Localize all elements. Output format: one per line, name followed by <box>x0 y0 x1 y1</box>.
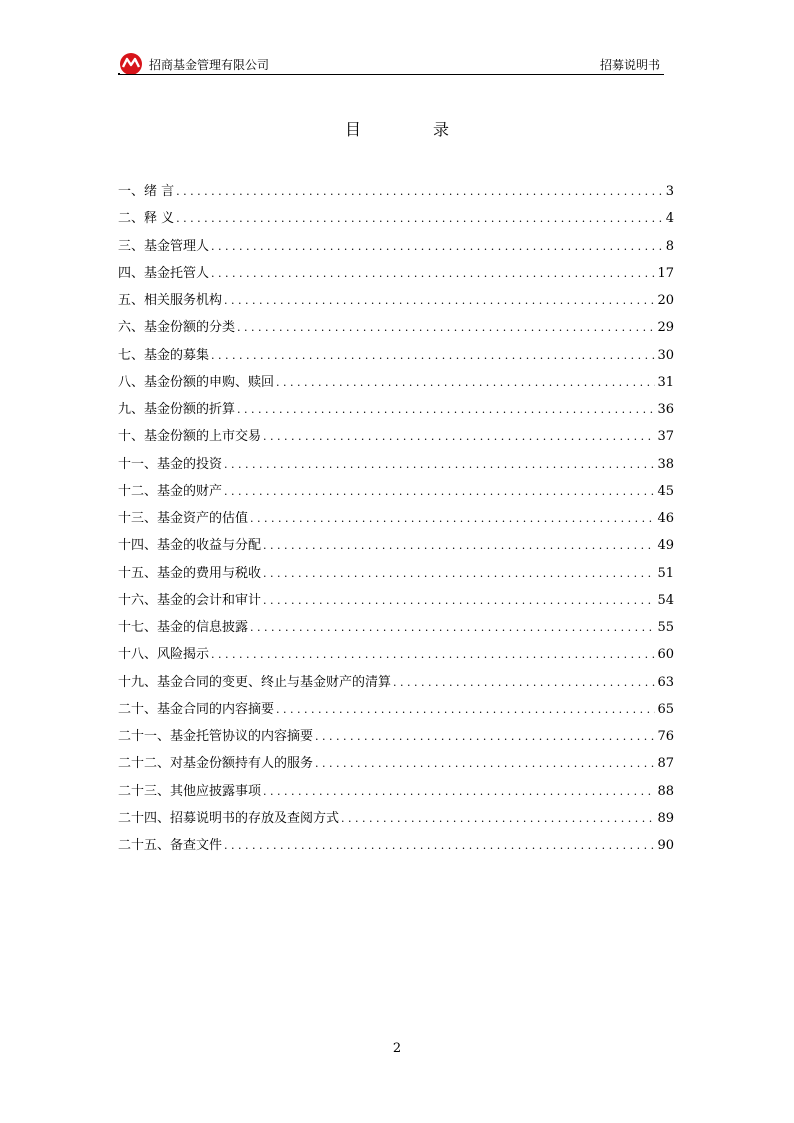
toc-entry-label: 十四、基金的收益与分配 <box>118 538 262 554</box>
toc-entry-page: 20 <box>657 293 674 308</box>
toc-entry[interactable] <box>118 754 674 781</box>
toc-entry-page: 30 <box>657 347 674 363</box>
toc-entry-page: 76 <box>657 729 674 744</box>
toc-entry[interactable] <box>118 427 674 454</box>
toc-entry[interactable] <box>118 591 674 618</box>
toc-entry-page: 88 <box>657 783 674 799</box>
toc-entry-label: 二十一、基金托管协议的内容摘要 <box>118 729 314 744</box>
toc-dot-leader <box>276 700 655 720</box>
toc-dot-leader <box>224 482 655 502</box>
toc-entry[interactable] <box>118 564 674 591</box>
toc-dot-leader <box>237 400 655 420</box>
toc-dot-leader <box>211 264 655 284</box>
toc-entry-page: 60 <box>657 647 674 663</box>
page-title: 目 录 <box>344 120 477 139</box>
toc-dot-leader <box>250 618 655 638</box>
toc-entry-label: 十五、基金的费用与税收 <box>118 565 262 581</box>
toc-dot-leader <box>263 564 655 584</box>
toc-entry-label: 四、基金托管人 <box>118 265 210 281</box>
toc-dot-leader <box>176 209 664 229</box>
toc-entry-label: 二十五、备查文件 <box>118 838 223 853</box>
toc-entry[interactable] <box>118 264 674 291</box>
toc-entry-label: 二十、基金合同的内容摘要 <box>118 701 275 717</box>
toc-dot-leader <box>211 645 655 665</box>
toc-entry-label: 二十二、对基金份额持有人的服务 <box>118 756 314 772</box>
toc-entry-label: 六、基金份额的分类 <box>118 320 236 336</box>
toc-entry[interactable] <box>118 536 674 563</box>
toc-dot-leader <box>263 536 655 556</box>
toc-entry-label: 三、基金管理人 <box>118 238 210 254</box>
toc-entry[interactable] <box>118 237 674 264</box>
toc-entry-label: 十三、基金资产的估值 <box>118 511 249 526</box>
toc-dot-leader <box>315 727 655 747</box>
toc-dot-leader <box>224 836 655 856</box>
toc-dot-leader <box>341 809 655 829</box>
toc-entry-label: 十六、基金的会计和审计 <box>118 592 262 608</box>
toc-entry[interactable] <box>118 455 674 482</box>
header-divider <box>118 74 664 75</box>
toc-entry[interactable] <box>118 645 674 672</box>
toc-dot-leader <box>224 455 655 475</box>
toc-entry-page: 37 <box>657 429 674 445</box>
toc-entry-label: 二十三、其他应披露事项 <box>118 783 262 799</box>
toc-entry-page: 4 <box>665 211 674 227</box>
toc-entry-page: 3 <box>665 184 674 199</box>
toc-entry[interactable] <box>118 482 674 509</box>
toc-entry[interactable] <box>118 209 674 236</box>
page-number: 2 <box>392 1041 402 1056</box>
toc-entry[interactable] <box>118 318 674 345</box>
document-type: 招募说明书 <box>599 58 660 72</box>
toc-entry-page: 45 <box>657 483 674 499</box>
toc-entry[interactable] <box>118 782 674 809</box>
toc-entry-label: 十一、基金的投资 <box>118 456 223 472</box>
toc-entry-page: 54 <box>657 592 674 608</box>
toc-entry-page: 90 <box>657 838 674 853</box>
toc-entry-page: 63 <box>657 674 674 690</box>
toc-entry[interactable] <box>118 673 674 700</box>
toc-entry[interactable] <box>118 700 674 727</box>
toc-dot-leader <box>176 182 664 202</box>
page-header <box>118 52 664 76</box>
toc-entry-label: 九、基金份额的折算 <box>118 402 236 417</box>
toc-entry-label: 十九、基金合同的变更、终止与基金财产的清算 <box>118 674 392 690</box>
toc-entry[interactable] <box>118 809 674 836</box>
toc-entry-page: 55 <box>657 620 674 635</box>
toc-dot-leader <box>211 237 664 257</box>
toc-entry-label: 十、基金份额的上市交易 <box>118 429 262 445</box>
toc-entry-label: 二十四、招募说明书的存放及查阅方式 <box>118 810 340 826</box>
toc-entry-page: 89 <box>657 810 674 826</box>
toc-entry-page: 38 <box>657 456 674 472</box>
toc-entry-label: 二、释 义 <box>118 211 175 227</box>
toc-dot-leader <box>211 346 655 366</box>
toc-entry[interactable] <box>118 291 674 318</box>
toc-dot-leader <box>263 591 655 611</box>
toc-entry-page: 49 <box>657 538 674 554</box>
toc-entry-page: 17 <box>657 265 674 281</box>
toc-entry-label: 十七、基金的信息披露 <box>118 620 249 635</box>
toc-entry-page: 65 <box>657 701 674 717</box>
toc-dot-leader <box>315 754 655 774</box>
toc-entry-page: 8 <box>665 238 674 254</box>
toc-entry-label: 十二、基金的财产 <box>118 483 223 499</box>
header-dot <box>118 73 120 75</box>
toc-entry-page: 36 <box>657 402 674 417</box>
toc-entry-label: 五、相关服务机构 <box>118 293 223 308</box>
toc-dot-leader <box>250 509 655 529</box>
toc-entry[interactable] <box>118 618 674 645</box>
toc-entry-page: 51 <box>657 565 674 581</box>
toc-dot-leader <box>393 673 655 693</box>
toc-entry[interactable] <box>118 373 674 400</box>
toc-entry[interactable] <box>118 182 674 209</box>
toc-entry[interactable] <box>118 346 674 373</box>
toc-entry[interactable] <box>118 727 674 754</box>
toc-entry-page: 31 <box>657 374 674 390</box>
toc-dot-leader <box>276 373 655 393</box>
table-of-contents <box>118 182 674 863</box>
toc-entry-page: 29 <box>657 320 674 336</box>
toc-dot-leader <box>237 318 655 338</box>
toc-entry-label: 一、绪 言 <box>118 184 175 199</box>
toc-entry[interactable] <box>118 400 674 427</box>
toc-entry-label: 十八、风险揭示 <box>118 647 210 663</box>
toc-entry-label: 七、基金的募集 <box>118 347 210 363</box>
company-name: 招商基金管理有限公司 <box>149 58 270 72</box>
company-logo-icon <box>118 52 144 76</box>
toc-entry[interactable] <box>118 836 674 863</box>
toc-entry[interactable] <box>118 509 674 536</box>
toc-dot-leader <box>224 291 655 311</box>
toc-entry-page: 87 <box>657 756 674 772</box>
toc-dot-leader <box>263 427 655 447</box>
toc-entry-page: 46 <box>657 511 674 526</box>
toc-entry-label: 八、基金份额的申购、赎回 <box>118 374 275 390</box>
toc-dot-leader <box>263 782 655 802</box>
